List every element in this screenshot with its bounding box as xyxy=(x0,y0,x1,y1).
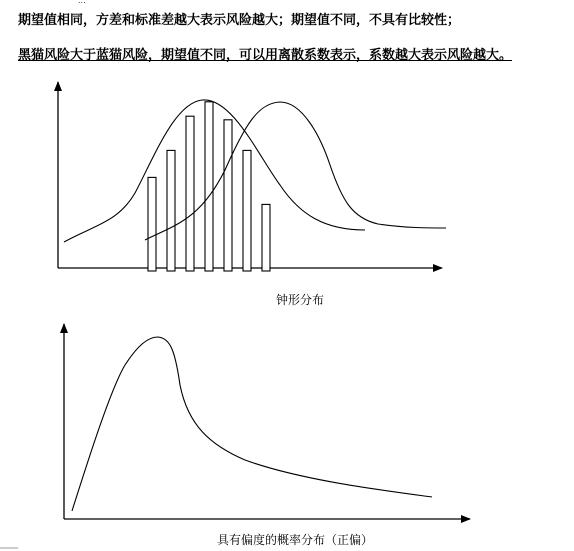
fig1-bar xyxy=(205,102,213,271)
fig1-bar xyxy=(224,120,232,271)
fig1-bar xyxy=(167,150,175,271)
explanation-line-1: 期望值相同，方差和标准差越大表示风险越大；期望值不同，不具有比较性； xyxy=(18,13,461,28)
fig1-bars xyxy=(148,102,270,271)
fig1-bar xyxy=(262,204,270,271)
fig1-bell-curve-left xyxy=(64,100,365,242)
fig1-bar xyxy=(186,116,194,271)
fig2-skewed-curve xyxy=(72,337,432,511)
fig2-caption: 具有偏度的概率分布（正偏） xyxy=(217,533,374,547)
explanation-line-2: 黑猫风险大于蓝猫风险，期望值不同，可以用离散系数表示，系数越大表示风险越大。 xyxy=(18,48,513,63)
fig1-caption: 钟形分布 xyxy=(276,293,325,307)
fig1-bar xyxy=(148,177,156,271)
cropped-text-fragment: ... xyxy=(78,0,86,5)
fig1-bar xyxy=(243,150,251,271)
